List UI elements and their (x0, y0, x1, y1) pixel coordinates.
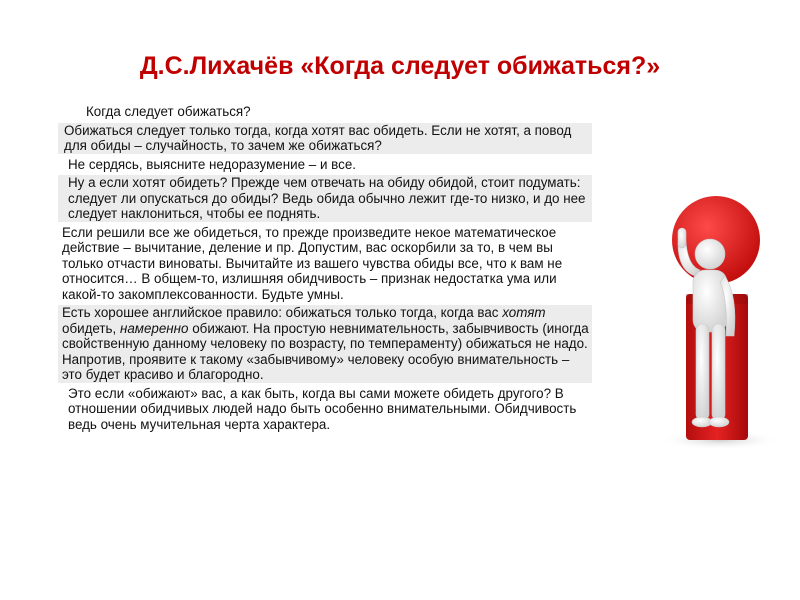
text-body (58, 104, 592, 435)
paragraph-question: Когда следует обижаться? (86, 104, 251, 119)
info-figure-illustration (648, 196, 788, 456)
p5-emphasis-intentional: намеренно (119, 320, 189, 336)
paragraph-1: Обижаться следует только тогда, когда хотят вас обидеть. Если не хотят, а повод для обиды – случайность, то зачем же обижаться? (58, 123, 592, 154)
paragraph-5 (58, 305, 592, 383)
p5-text-a: Есть хорошее английское правило: обижаться только тогда, когда вас (62, 305, 503, 320)
p5-emphasis-want: хотят (502, 305, 546, 320)
p5-text-e: обижают. На простую невнимательность, забывчивость (иногда свойственную данному человеку по возрасту, по темпераменту) обижаться не надо. Напротив, проявите к такому «забывчивому» человеку особую внимательность – это будет красиво и благородно. (62, 320, 589, 382)
paragraph-6: Это если «обижают» вас, а как быть, когда вы сами можете обидеть другого? В отношении обидчивых людей надо быть особенно внимательными. Обидчивость ведь очень мучительная черта характера. (68, 385, 577, 432)
paragraph-4: Если решили все же обидеться, то прежде произведите некое математическое действие – вычитание, деление и пр. Допустим, вас оскорбили за то, в чем вы только отчасти виноваты. Вычитайте из вашего чувства обиды все, что к вам не относится… В общем-то, излишняя обидчивость – признак недостатка ума или какой-то закомплексованности. Будьте умны. (62, 224, 563, 302)
slide-title: Д.С.Лихачёв «Когда следует обижаться?» (139, 52, 661, 80)
paragraph-2: Не сердясь, выясните недоразумение – и все. (68, 156, 356, 172)
p5-text-c: обидеть, (62, 320, 120, 336)
paragraph-3: Ну а если хотят обидеть? Прежде чем отвечать на обиду обидой, стоит подумать: следует ли опускаться до обиды? Ведь обида обычно лежит где-то низко, и до нее следует наклониться, чтобы ее поднять. (58, 175, 592, 222)
